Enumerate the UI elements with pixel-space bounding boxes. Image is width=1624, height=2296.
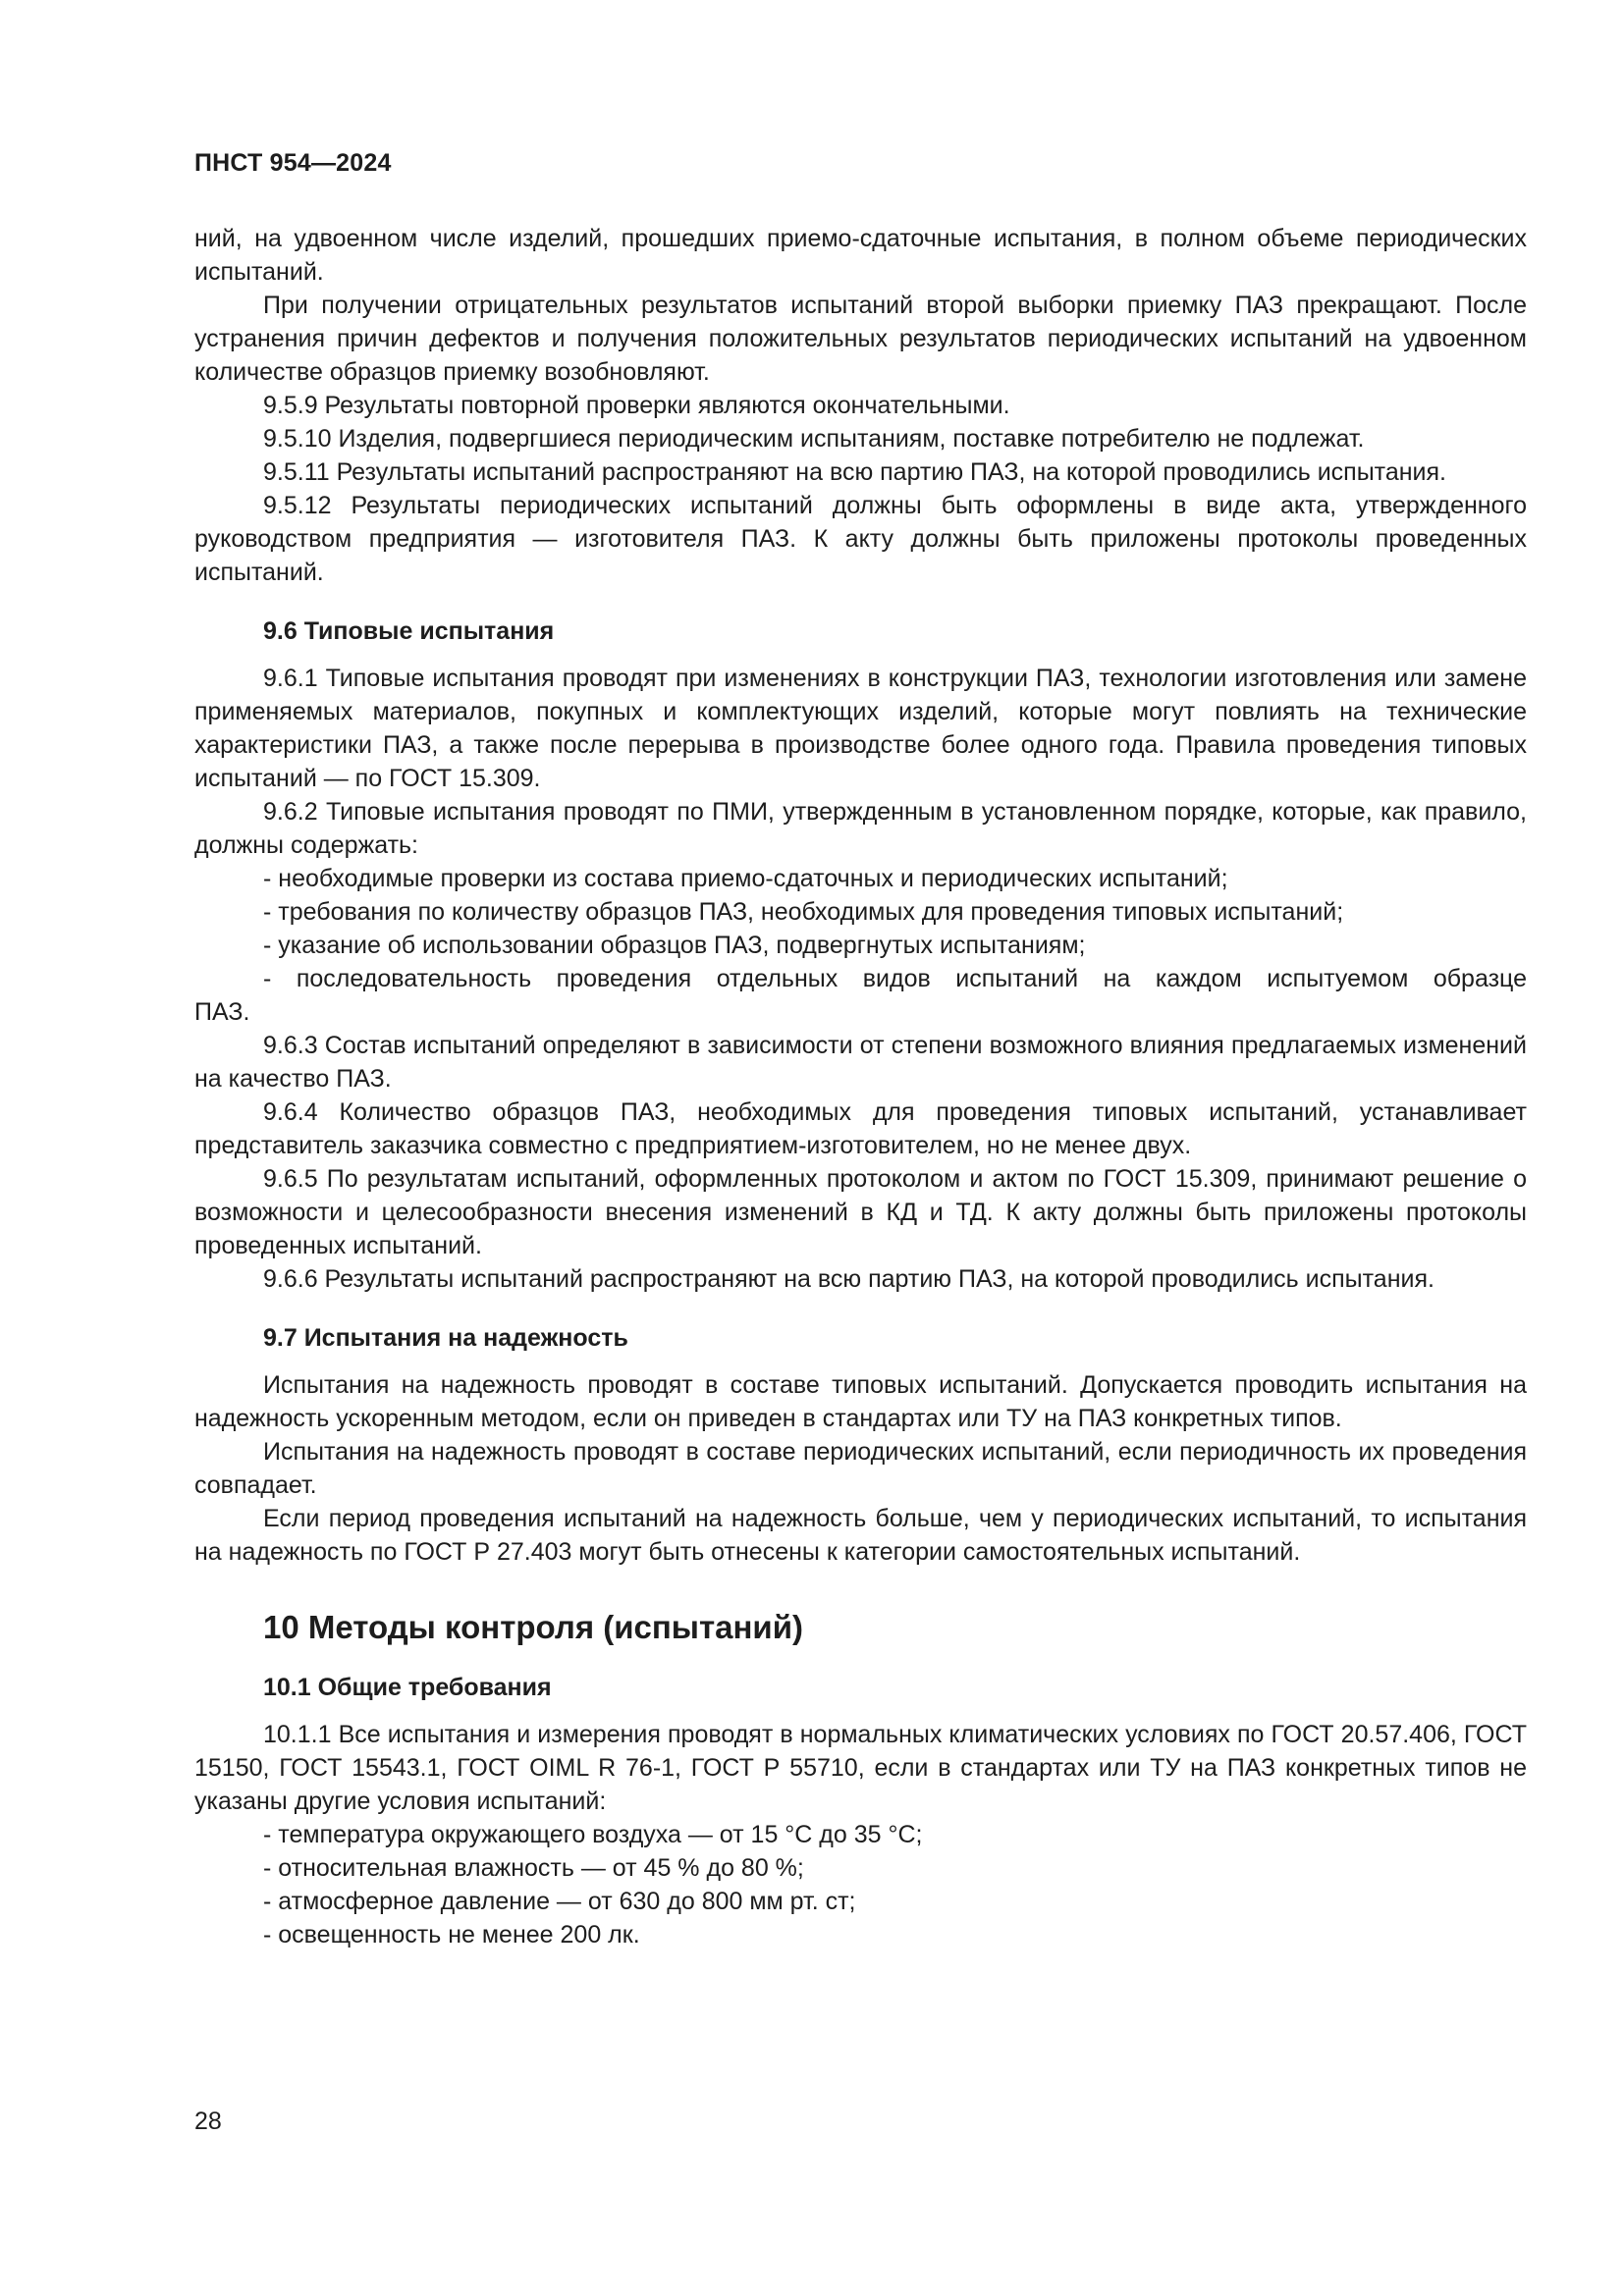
list-item: - требования по количеству образцов ПАЗ, необходимых для проведения типовых испытаний; bbox=[263, 898, 1344, 926]
list-item-continuation: ПАЗ. bbox=[194, 998, 250, 1026]
paragraph-9-5-9: 9.5.9 Результаты повторной проверки являются окончательными. bbox=[263, 392, 1010, 419]
paragraph-9-6-1: 9.6.1 Типовые испытания проводят при изменениях в конструкции ПАЗ, технологии изготовления или замене применяемых материалов, покупных и комплектующих изделий, которые могут повлиять на технические характеристики ПАЗ, а также после перерыва в производстве более одного года. Правила проведения типовых испытаний — по ГОСТ 15.309. bbox=[194, 665, 1527, 792]
document-body bbox=[194, 222, 1527, 1951]
list-item: - освещенность не менее 200 лк. bbox=[263, 1921, 640, 1949]
chapter-heading-10: 10 Методы контроля (испытаний) bbox=[263, 1609, 803, 1645]
list-item: - относительная влажность — от 45 % до 80 %; bbox=[263, 1854, 804, 1882]
list-item: - последовательность проведения отдельных видов испытаний на каждом испытуемом образце bbox=[263, 965, 1527, 992]
section-heading-10-1: 10.1 Общие требования bbox=[263, 1674, 552, 1701]
list-item: - указание об использовании образцов ПАЗ, подвергнутых испытаниям; bbox=[263, 932, 1086, 959]
page-number: 28 bbox=[194, 2108, 222, 2135]
paragraph-9-6-3: 9.6.3 Состав испытаний определяют в зависимости от степени возможного влияния предлагаемых изменений на качество ПАЗ. bbox=[194, 1032, 1527, 1093]
paragraph-10-1-1: 10.1.1 Все испытания и измерения проводят в нормальных климатических условиях по ГОСТ 20.57.406, ГОСТ 15150, ГОСТ 15543.1, ГОСТ OIML R 76-1, ГОСТ Р 55710, если в стандартах или ТУ на ПАЗ конкретных типов не указаны другие условия испытаний: bbox=[194, 1721, 1527, 1815]
paragraph-9-5-11: 9.5.11 Результаты испытаний распространяют на всю партию ПАЗ, на которой проводились испытания. bbox=[263, 458, 1446, 486]
paragraph-9-6-4: 9.6.4 Количество образцов ПАЗ, необходимых для проведения типовых испытаний, устанавливает представитель заказчика совместно с предприятием-изготовителем, но не менее двух. bbox=[194, 1098, 1527, 1159]
section-heading-9-7: 9.7 Испытания на надежность bbox=[263, 1324, 628, 1352]
paragraph-9-6-5: 9.6.5 По результатам испытаний, оформленных протоколом и актом по ГОСТ 15.309, принимают решение о возможности и целесообразности внесения изменений в КД и ТД. К акту должны быть приложены протоколы проведенных испытаний. bbox=[194, 1165, 1527, 1259]
list-item: - температура окружающего воздуха — от 15 °С до 35 °С; bbox=[263, 1821, 923, 1848]
section-heading-9-6: 9.6 Типовые испытания bbox=[263, 617, 555, 645]
paragraph-9-5-10: 9.5.10 Изделия, подвергшиеся периодическим испытаниям, поставке потребителю не подлежат. bbox=[263, 425, 1365, 453]
paragraph-9-5-12: 9.5.12 Результаты периодических испытаний должны быть оформлены в виде акта, утвержденного руководством предприятия — изготовителя ПАЗ. К акту должны быть приложены протоколы проведенных испытаний. bbox=[194, 492, 1527, 586]
paragraph: Испытания на надежность проводят в составе типовых испытаний. Допускается проводить испытания на надежность ускоренным методом, если он приведен в стандартах или ТУ на ПАЗ конкретных типов. bbox=[194, 1371, 1527, 1432]
paragraph: ний, на удвоенном числе изделий, прошедших приемо-сдаточные испытания, в полном объеме периодических испытаний. bbox=[194, 225, 1527, 286]
document-header: ПНСТ 954—2024 bbox=[194, 149, 392, 177]
paragraph: При получении отрицательных результатов испытаний второй выборки приемку ПАЗ прекращают. После устранения причин дефектов и получения положительных результатов периодических испытаний на удвоенном количестве образцов приемку возобновляют. bbox=[194, 292, 1527, 386]
list-item: - атмосферное давление — от 630 до 800 мм рт. ст; bbox=[263, 1888, 856, 1915]
paragraph: Испытания на надежность проводят в составе периодических испытаний, если периодичность их проведения совпадает. bbox=[194, 1438, 1527, 1499]
paragraph-9-6-6: 9.6.6 Результаты испытаний распространяют на всю партию ПАЗ, на которой проводились испытания. bbox=[263, 1265, 1435, 1293]
paragraph: Если период проведения испытаний на надежность больше, чем у периодических испытаний, то испытания на надежность по ГОСТ Р 27.403 могут быть отнесены к категории самостоятельных испытаний. bbox=[194, 1505, 1527, 1566]
paragraph-9-6-2: 9.6.2 Типовые испытания проводят по ПМИ, утвержденным в установленном порядке, которые, как правило, должны содержать: bbox=[194, 798, 1527, 859]
list-item: - необходимые проверки из состава приемо-сдаточных и периодических испытаний; bbox=[263, 865, 1228, 892]
